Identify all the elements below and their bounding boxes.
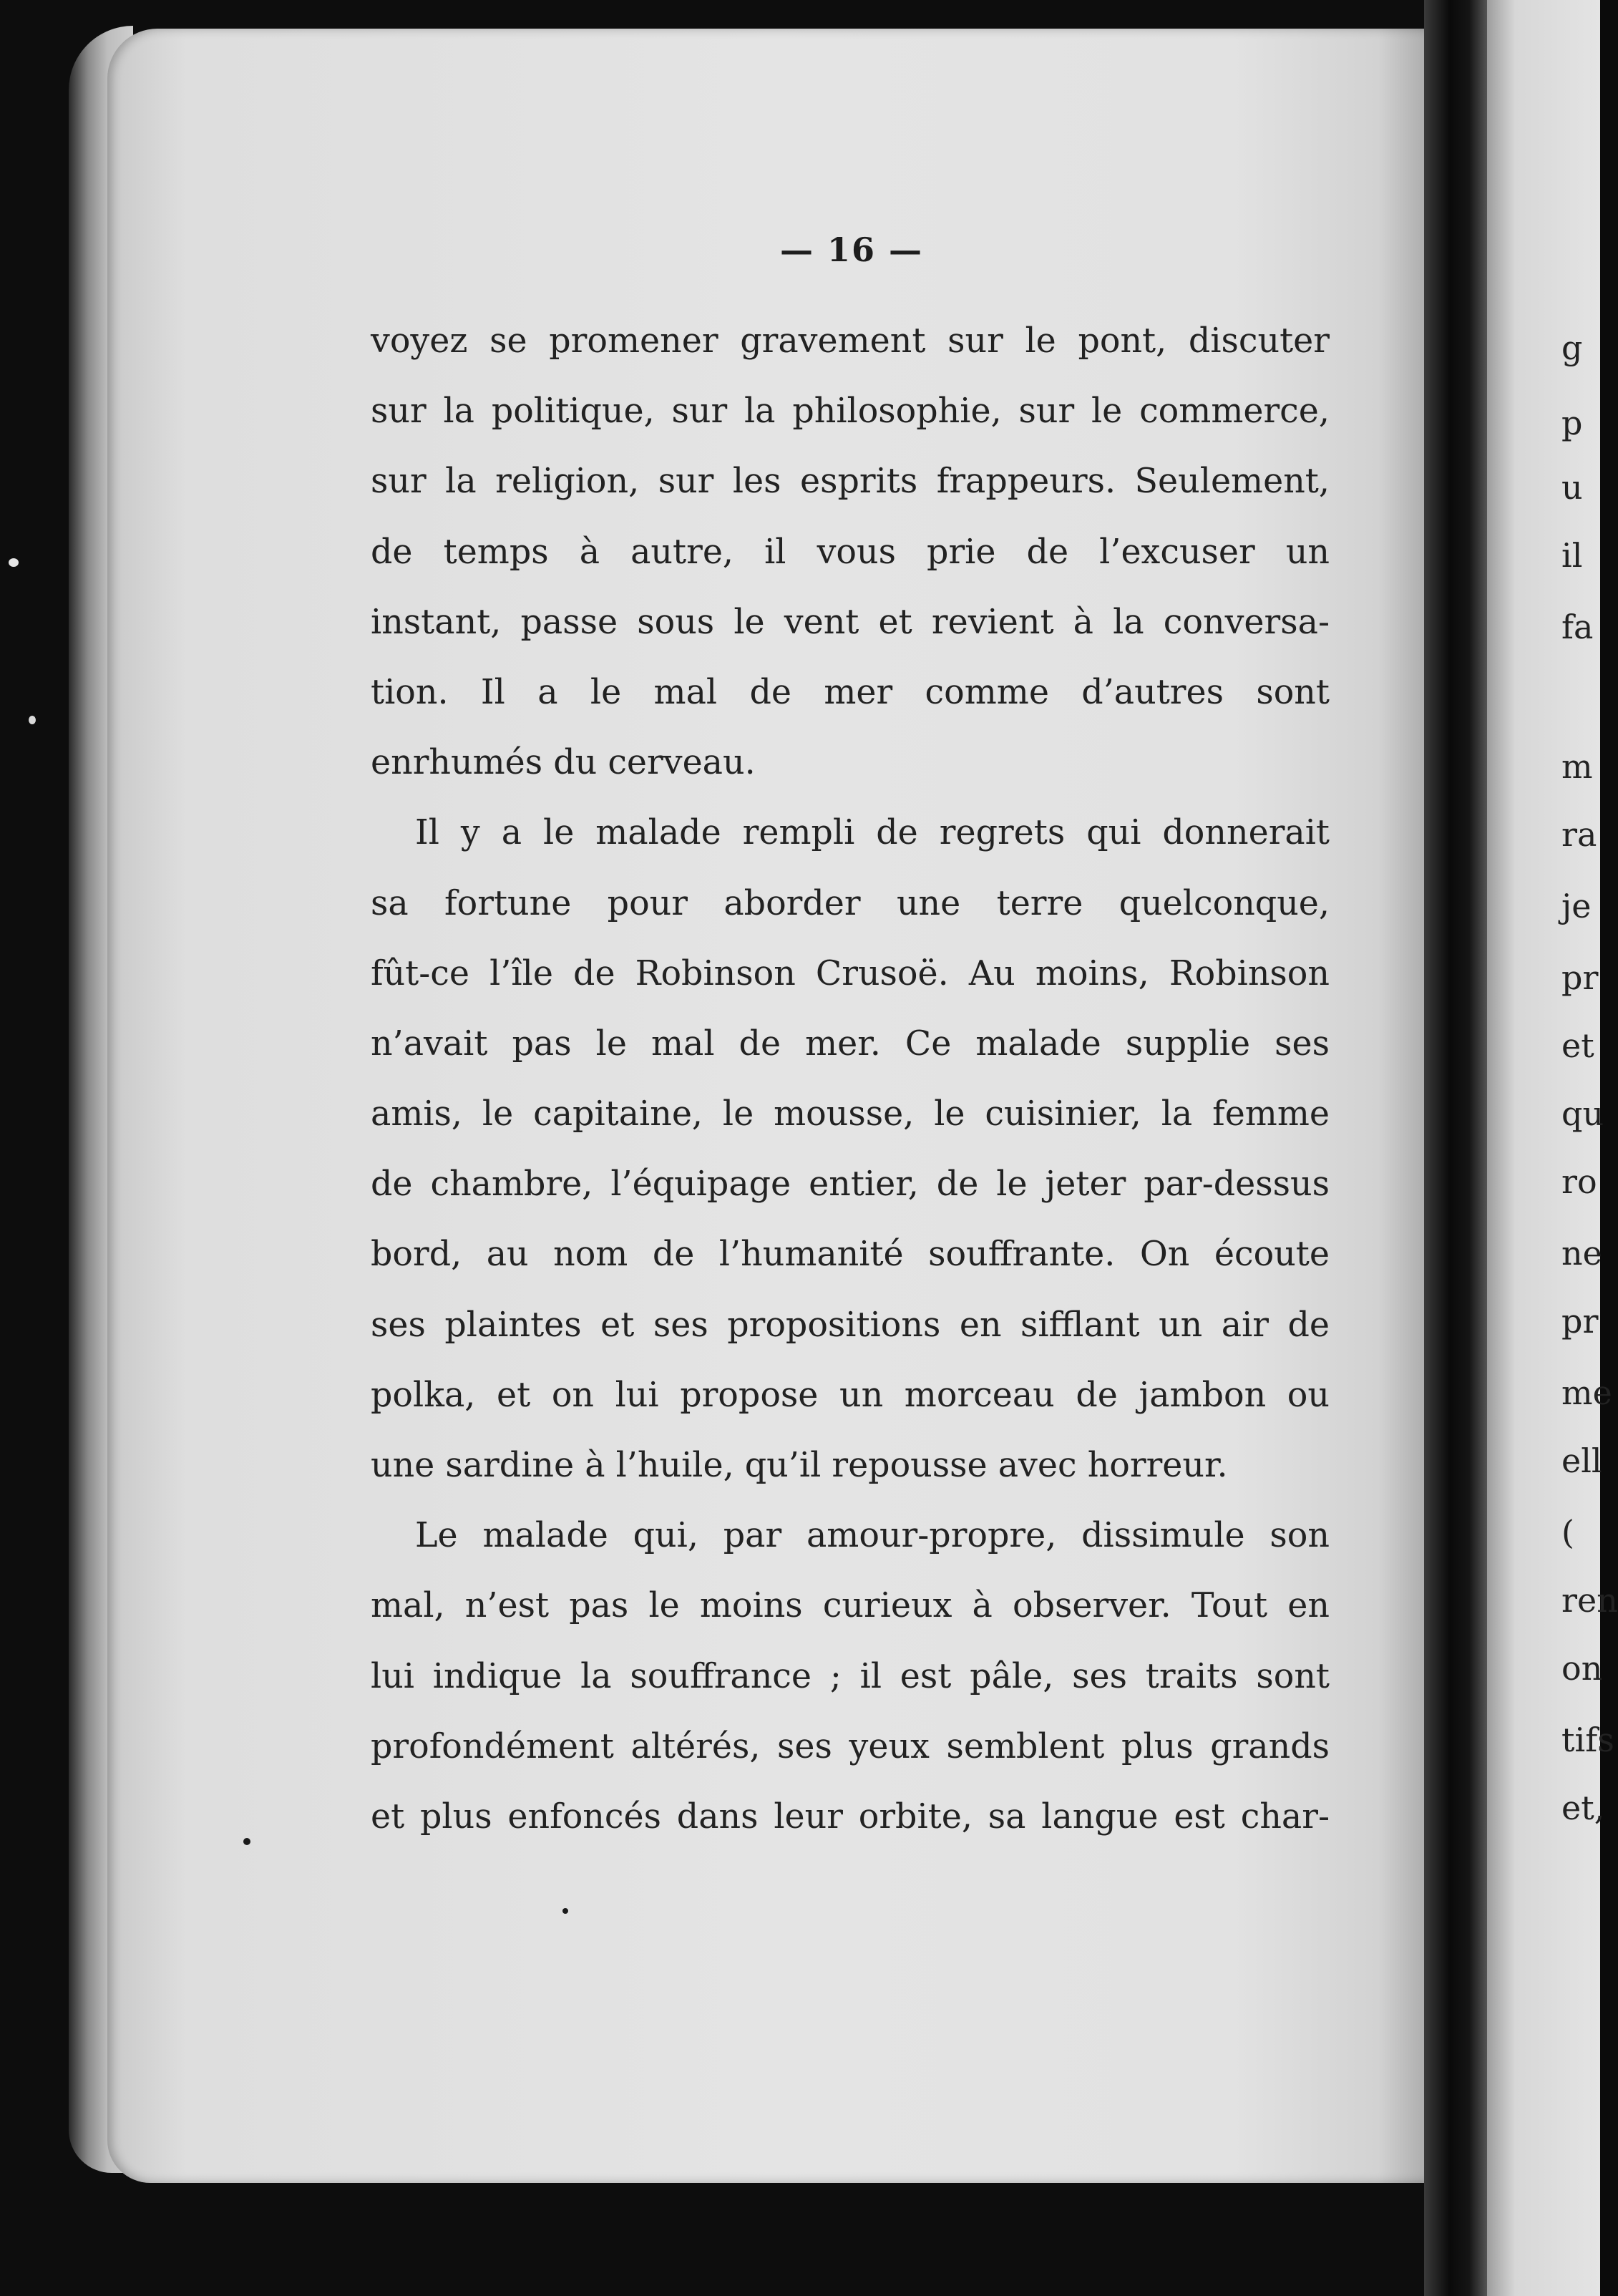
right-page-sliver	[1487, 0, 1603, 2296]
right-page-fragment: je	[1561, 887, 1592, 925]
book-gutter	[1424, 0, 1488, 2296]
text-line: Il y a le malade rempli de regrets qui donnerait	[415, 813, 1330, 853]
right-page-fragment: ra	[1561, 815, 1597, 854]
scan-speck	[9, 558, 19, 567]
right-page-fragment: qu	[1561, 1094, 1604, 1133]
text-line: ses plaintes et ses propositions en sifflant un air de	[371, 1305, 1330, 1345]
text-line: tion. Il a le mal de mer comme d’autres sont	[371, 672, 1330, 712]
right-page-fragment: et	[1561, 1026, 1594, 1065]
page-number: — 16 —	[779, 230, 924, 269]
text-line: mal, n’est pas le moins curieux à observer. Tout en	[371, 1586, 1330, 1626]
text-line: enrhumés du cerveau.	[371, 743, 756, 783]
right-page-fragment: ell	[1561, 1441, 1602, 1480]
right-page-fragment: tifs	[1561, 1721, 1614, 1759]
text-line: sur la politique, sur la philosophie, sur le commerce,	[371, 391, 1330, 432]
text-line: n’avait pas le mal de mer. Ce malade supplie ses	[371, 1023, 1330, 1064]
text-line: sur la religion, sur les esprits frappeurs. Seulement,	[371, 462, 1330, 502]
text-line: voyez se promener gravement sur le pont, discuter	[371, 321, 1330, 361]
right-page-fragment: pr	[1561, 958, 1599, 997]
right-page-fragment: pr	[1561, 1302, 1599, 1341]
text-line: une sardine à l’huile, qu’il repousse avec horreur.	[371, 1446, 1228, 1485]
text-line: profondément altérés, ses yeux semblent plus grands	[371, 1726, 1330, 1766]
text-line: de chambre, l’équipage entier, de le jeter par-dessus	[371, 1164, 1330, 1205]
right-page-fragment: il	[1561, 536, 1583, 575]
right-page-fragment: ne	[1561, 1234, 1602, 1273]
right-page-fragment: m	[1561, 747, 1593, 786]
right-page-fragment: g	[1561, 329, 1583, 367]
scan-speck	[243, 1838, 250, 1845]
right-page-fragment: ren	[1561, 1581, 1618, 1620]
text-line: amis, le capitaine, le mousse, le cuisinier, la femme	[371, 1094, 1330, 1134]
right-page-fragment: on	[1561, 1649, 1603, 1688]
right-page-fragment: (	[1561, 1513, 1574, 1552]
right-page-fragment: fa	[1561, 608, 1594, 646]
scan-speck	[29, 716, 36, 724]
right-page-fragment: p	[1561, 404, 1583, 442]
text-line: Le malade qui, par amour-propre, dissimule son	[415, 1516, 1330, 1556]
text-line: polka, et on lui propose un morceau de jambon ou	[371, 1375, 1330, 1415]
body-text	[371, 306, 1330, 1852]
right-page-fragment: u	[1561, 468, 1583, 507]
text-line: instant, passe sous le vent et revient à la conversa-	[371, 602, 1330, 642]
right-page-fragment: me	[1561, 1373, 1612, 1412]
text-line: de temps à autre, il vous prie de l’excuser un	[371, 532, 1330, 572]
text-line: lui indique la souffrance ; il est pâle, ses traits sont	[371, 1656, 1330, 1696]
text-line: sa fortune pour aborder une terre quelconque,	[371, 883, 1330, 923]
text-line: et plus enfoncés dans leur orbite, sa langue est char-	[371, 1796, 1330, 1837]
scan-speck	[562, 1908, 568, 1914]
right-page-fragment: ro	[1561, 1162, 1597, 1201]
text-line: fût-ce l’île de Robinson Crusoë. Au moins, Robinson	[371, 953, 1330, 993]
right-page-fragment: et,	[1561, 1789, 1605, 1827]
text-line: bord, au nom de l’humanité souffrante. On écoute	[371, 1235, 1330, 1275]
